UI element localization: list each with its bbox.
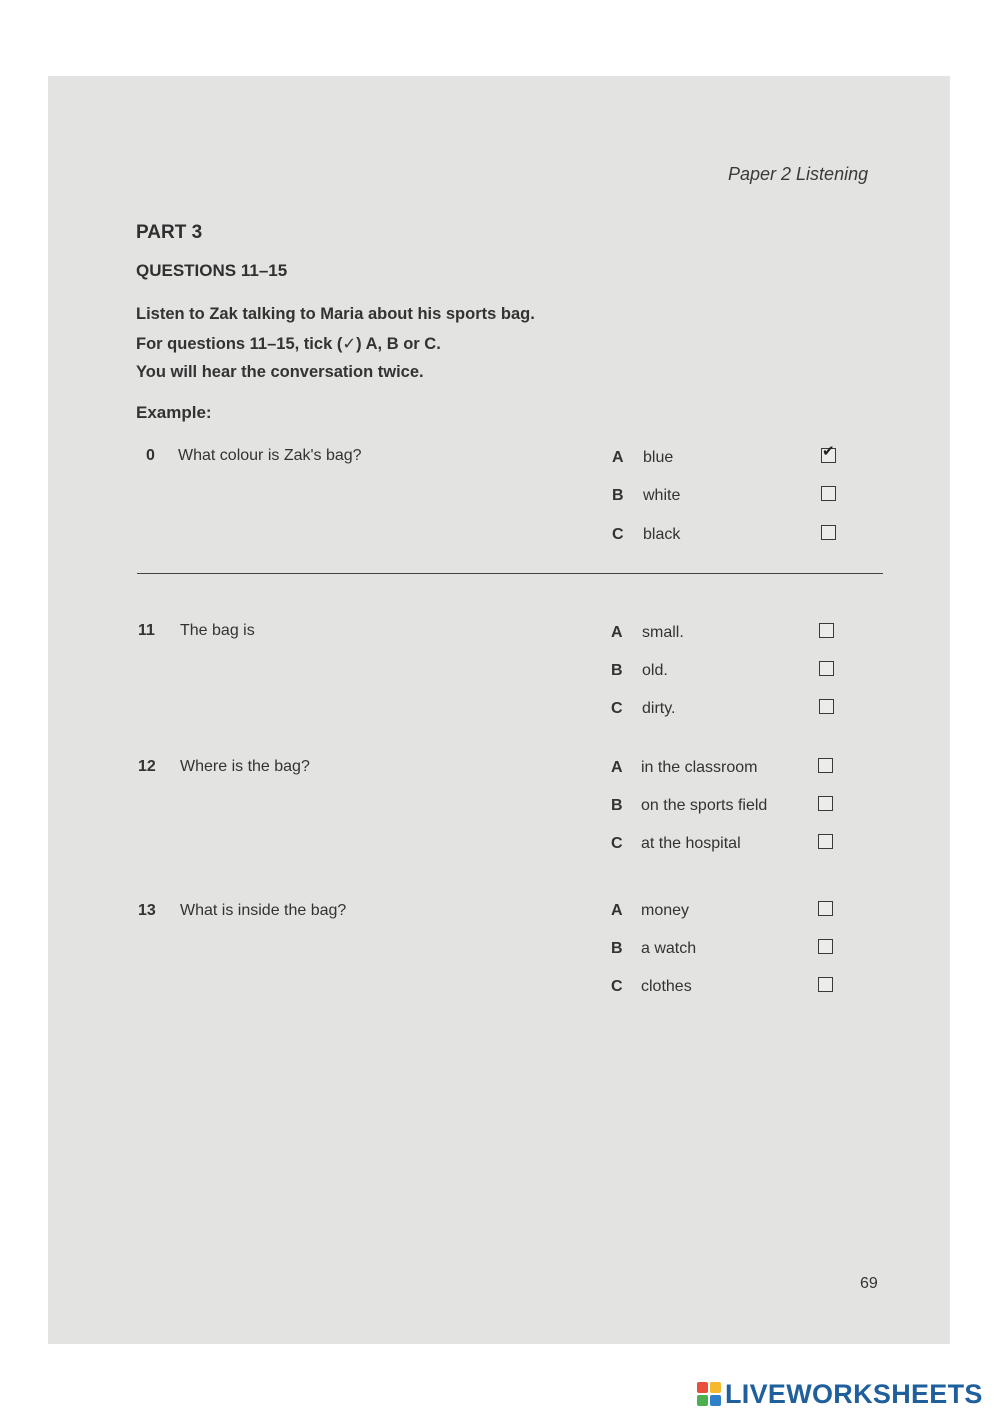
option-text: clothes	[641, 978, 692, 995]
option-letter: B	[611, 662, 623, 679]
instruction-line: Listen to Zak talking to Maria about his sports bag.	[136, 305, 535, 323]
answer-checkbox[interactable]	[821, 443, 836, 463]
option-text: at the hospital	[641, 835, 741, 852]
option-text: on the sports field	[641, 797, 768, 814]
option-text: old.	[642, 662, 668, 679]
option-text: black	[643, 526, 681, 543]
option-text: a watch	[641, 940, 697, 957]
answer-checkbox[interactable]	[821, 525, 836, 540]
option-text: in the classroom	[641, 759, 758, 776]
question-text: What is inside the bag?	[180, 902, 347, 919]
option-letter: A	[612, 449, 624, 466]
option-text: money	[641, 902, 690, 919]
question-number: 13	[138, 902, 156, 919]
liveworksheets-logo	[697, 1379, 983, 1409]
option-text: small.	[642, 624, 684, 641]
answer-checkbox[interactable]	[818, 758, 833, 773]
part-title: PART 3	[136, 222, 203, 243]
answer-checkbox[interactable]	[819, 699, 834, 714]
page-number: 69	[860, 1275, 878, 1292]
option-letter: B	[611, 797, 623, 814]
answer-checkbox[interactable]	[819, 623, 834, 638]
example-label: Example:	[136, 403, 212, 422]
option-letter: C	[611, 835, 623, 852]
answer-checkbox[interactable]	[818, 939, 833, 954]
paper-label: Paper 2 Listening	[728, 164, 869, 184]
section-divider	[137, 573, 883, 574]
option-letter: B	[612, 487, 624, 504]
instruction-line: You will hear the conversation twice.	[136, 363, 424, 381]
questions-range: QUESTIONS 11–15	[136, 261, 288, 280]
option-letter: C	[611, 978, 623, 995]
question-text: Where is the bag?	[180, 758, 310, 775]
answer-checkbox[interactable]	[818, 834, 833, 849]
option-text: white	[643, 487, 681, 504]
answer-checkbox[interactable]	[819, 661, 834, 676]
answer-checkbox[interactable]	[818, 796, 833, 811]
answer-checkbox[interactable]	[821, 486, 836, 501]
option-letter: B	[611, 940, 623, 957]
liveworksheets-icon	[697, 1382, 721, 1406]
option-text: dirty.	[642, 700, 676, 717]
answer-checkbox[interactable]	[818, 977, 833, 992]
tick-mark-icon: ✔	[822, 443, 835, 460]
question-number: 12	[138, 758, 156, 775]
option-letter: A	[611, 624, 623, 641]
instruction-line: For questions 11–15, tick (✓) A, B or C.	[136, 335, 441, 353]
answer-checkbox[interactable]	[818, 901, 833, 916]
brand-text: LIVEWORKSHEETS	[725, 1378, 983, 1409]
question-number: 11	[138, 622, 155, 639]
question-number: 0	[146, 447, 155, 464]
option-letter: A	[611, 759, 623, 776]
question-text: The bag is	[180, 622, 255, 639]
option-letter: C	[612, 526, 624, 543]
option-letter: A	[611, 902, 623, 919]
question-text: What colour is Zak's bag?	[178, 447, 362, 464]
option-text: blue	[643, 449, 674, 466]
option-letter: C	[611, 700, 623, 717]
